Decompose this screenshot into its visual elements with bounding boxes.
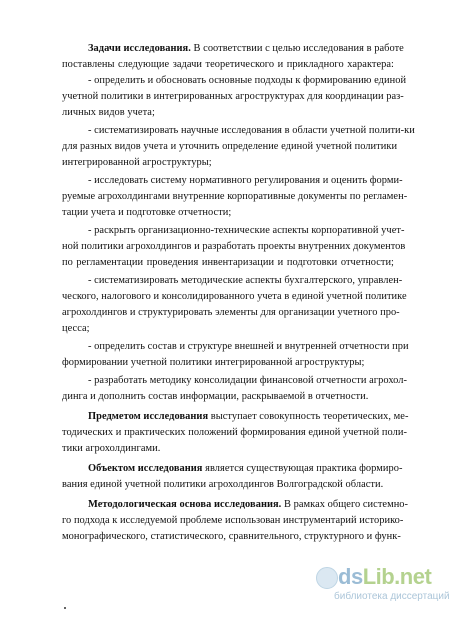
text-line: ной политики агрохолдингов и разработать проекты внутренних документов xyxy=(62,241,406,252)
text-line: Объектом исследования является существующая практика формиро- xyxy=(88,463,403,474)
text-line: интегрированной агроструктуры; xyxy=(62,157,212,168)
text-line: Задачи исследования. В соответствии с целью исследования в работе xyxy=(88,43,404,54)
text-line: го подхода к исследуемой проблеме использован инструментарий историко- xyxy=(62,515,404,526)
text-line: тации учета и подготовке отчетности; xyxy=(62,207,232,218)
text-line: формировании учетной политики интегрированной агроструктуры; xyxy=(62,357,365,368)
text-line: - систематизировать методические аспекты бухгалтерского, управлен- xyxy=(88,275,403,286)
text-line: - систематизировать научные исследования в области учетной полити-ки xyxy=(88,125,415,136)
text-line: цесса; xyxy=(62,323,90,334)
globe-icon xyxy=(316,567,338,589)
text-line: - раскрыть организационно-технические аспекты корпоративной учет- xyxy=(88,225,405,236)
text-line: агрохолдингов и структурировать элементы для организации учетного про- xyxy=(62,307,400,318)
text-line: учетной политики в интегрированных агроструктурах для координации раз- xyxy=(62,91,404,102)
text-line: - определить состав и структуре внешней и внутренней отчетности при xyxy=(88,341,409,352)
text-line: по регламентации проведения инвентаризации и подготовки отчетности; xyxy=(62,257,394,268)
text-line: вания единой учетной политики агрохолдингов Волгоградской области. xyxy=(62,479,384,490)
text-line: монографического, статистического, сравнительного, структурного и функ- xyxy=(62,531,401,542)
page-mark xyxy=(64,607,66,609)
heading-subject: Предметом исследования xyxy=(88,411,209,422)
text-line: динга и дополнить состав информации, раскрываемой в отчетности. xyxy=(62,391,369,402)
text-line: - разработать методику консолидации финансовой отчетности агрохол- xyxy=(88,375,408,386)
text-line: поставлены следующие задачи теоретического и прикладного характера: xyxy=(62,59,394,70)
text-line: - определить и обосновать основные подходы к формированию единой xyxy=(88,75,407,86)
text-line: ческого, налогового и консолидированного учета в единой учетной политике xyxy=(62,291,407,302)
watermark-subtitle: библиотека диссертаций xyxy=(334,591,450,602)
text-line: - исследовать систему нормативного регулирования и оценить форми- xyxy=(88,175,403,186)
text-line: руемые агрохолдингами внутренние корпоративные документы по регламен- xyxy=(62,191,408,202)
text-line: личных видов учета; xyxy=(62,107,155,118)
text-line: тики агрохолдингами. xyxy=(62,443,161,454)
watermark-logo: dsLib.net xyxy=(338,564,432,589)
dslib-watermark xyxy=(316,564,450,608)
text-line: Предметом исследования выступает совокупность теоретических, ме- xyxy=(88,411,409,422)
text-line: тодических и практических положений формирования единой учетной поли- xyxy=(62,427,407,438)
heading-object: Объектом исследования xyxy=(88,463,203,474)
heading-methodology: Методологическая основа исследования. xyxy=(88,499,282,510)
heading-tasks: Задачи исследования. xyxy=(88,43,191,54)
text-line: для разных видов учета и уточнить определение единой учетной политики xyxy=(62,141,398,152)
text-line: Методологическая основа исследования. В рамках общего системно- xyxy=(88,499,409,510)
